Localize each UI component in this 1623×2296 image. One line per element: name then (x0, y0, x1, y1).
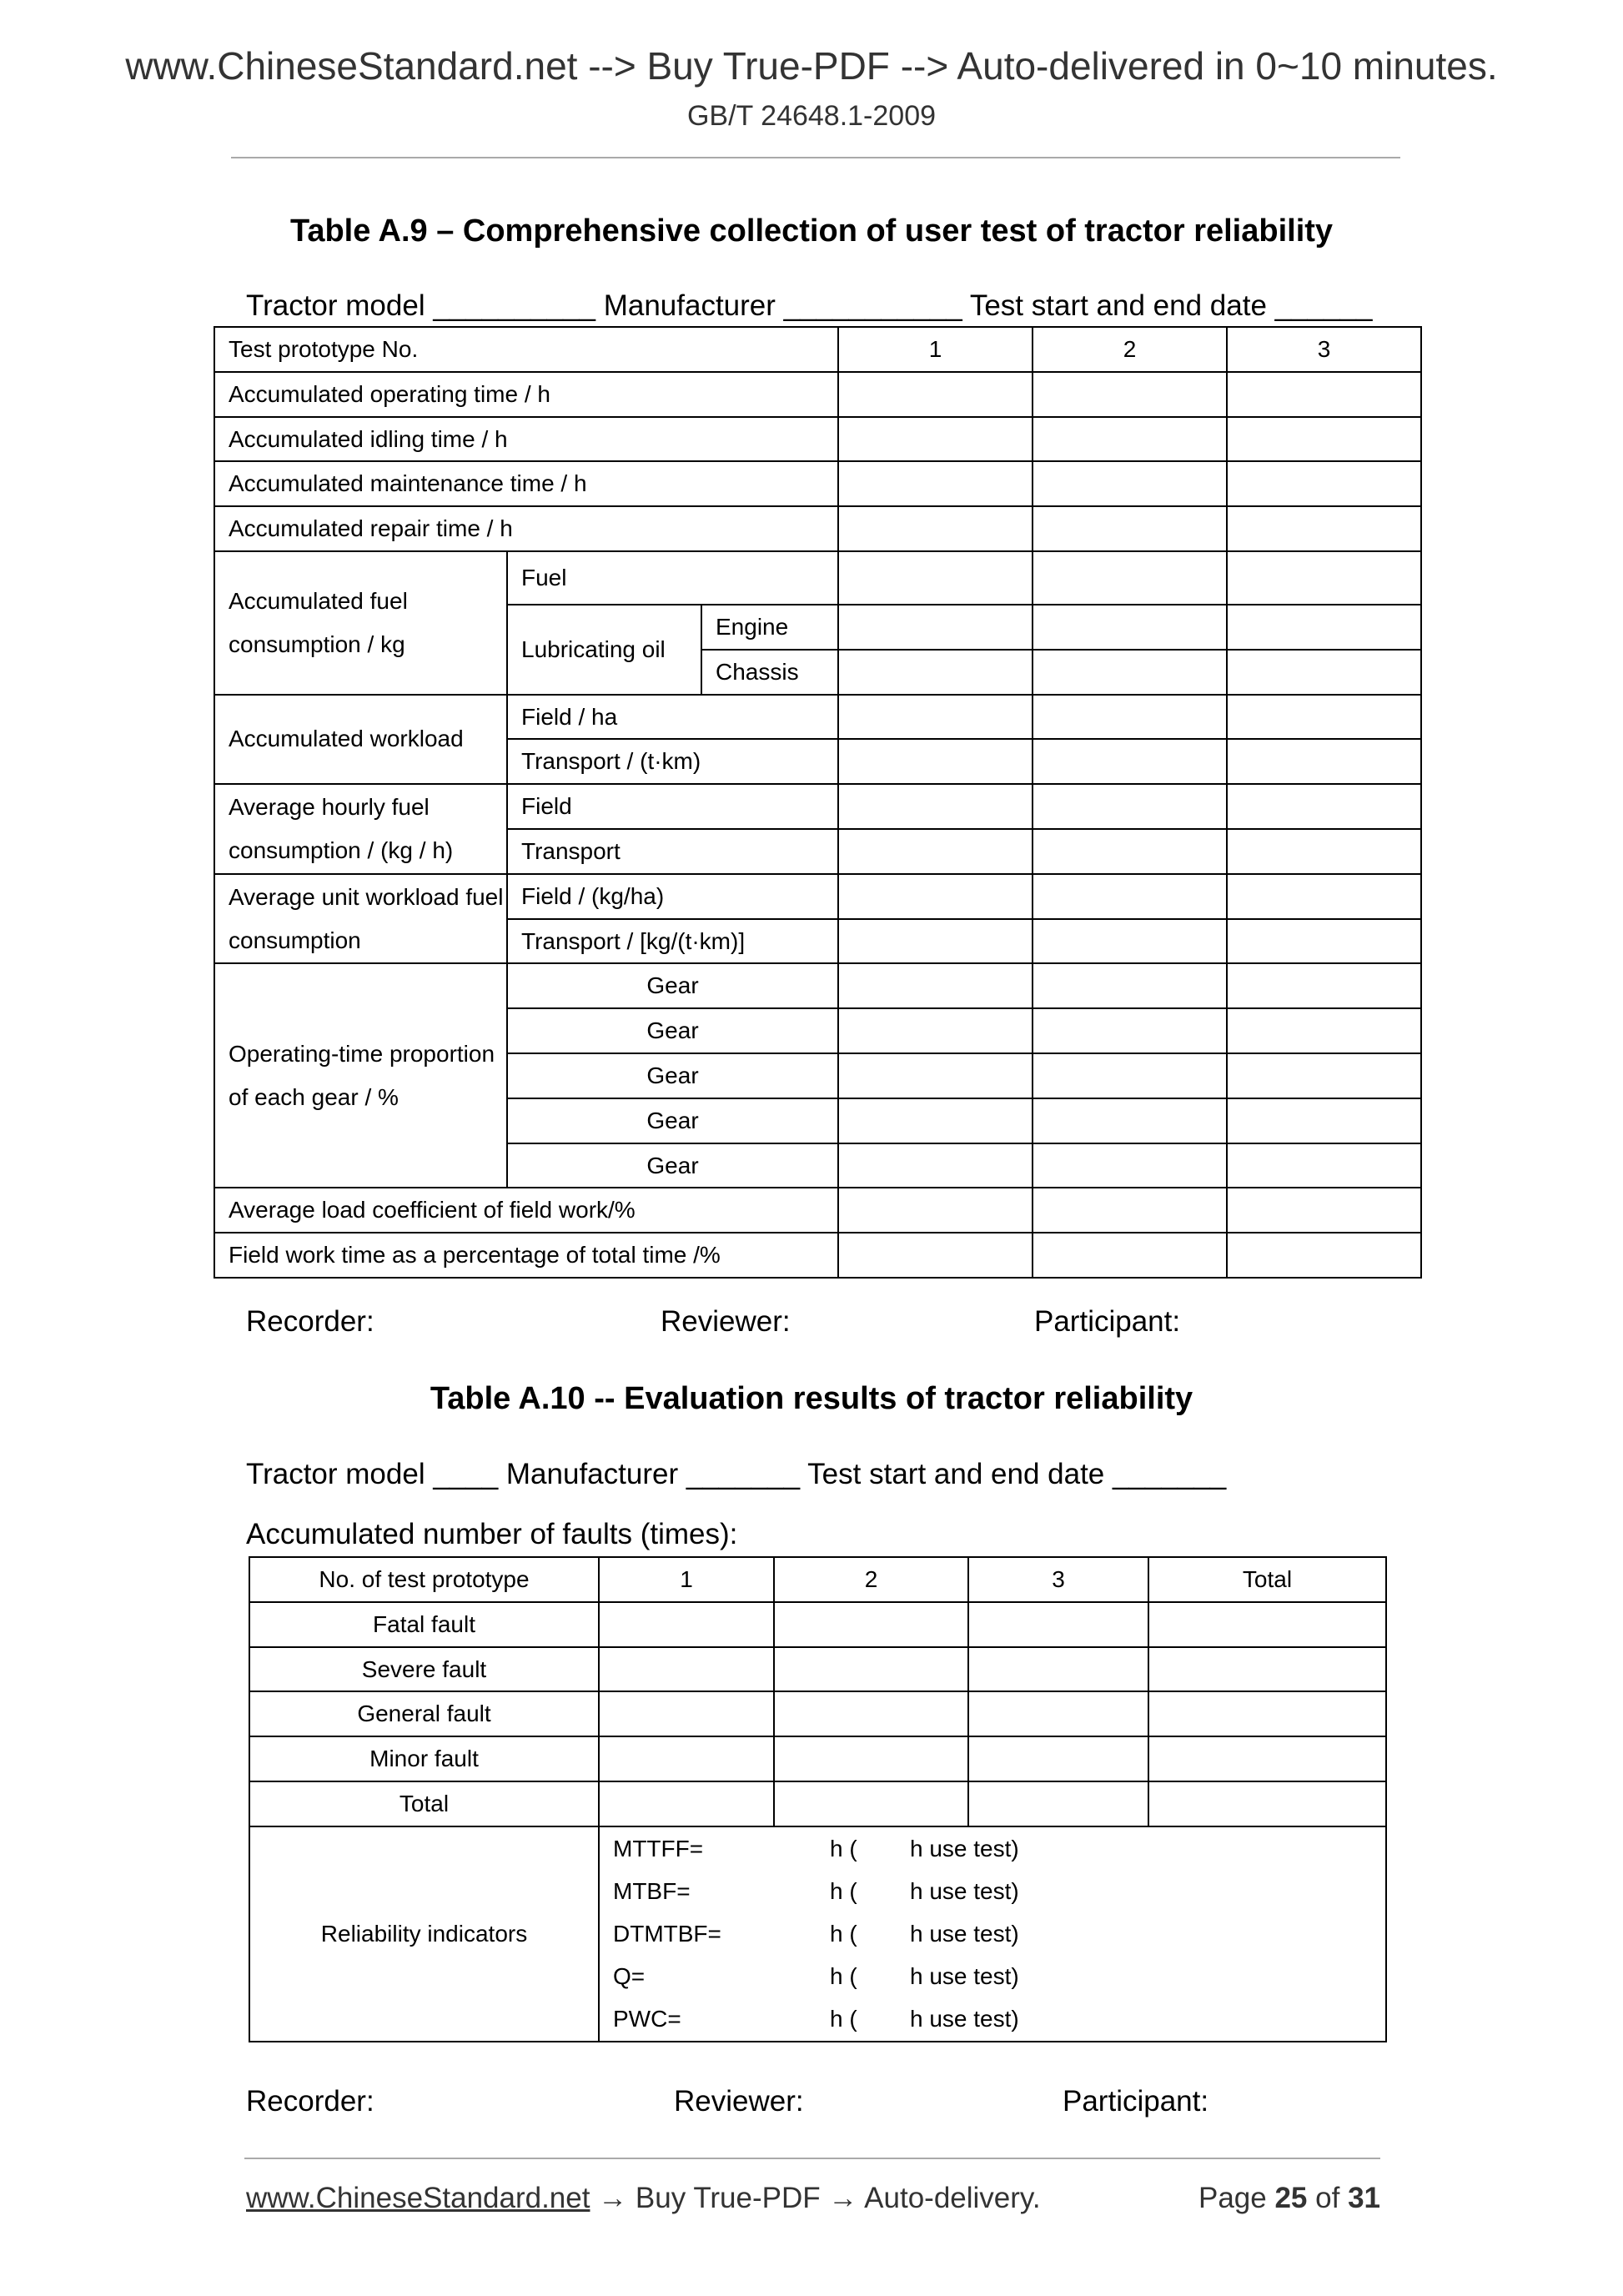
value-cell[interactable] (1033, 551, 1227, 605)
value-cell[interactable] (774, 1781, 968, 1826)
indicator-key: Q= (613, 1963, 646, 1990)
header-divider (231, 157, 1400, 158)
value-cell[interactable] (1033, 1008, 1227, 1053)
table-row (214, 327, 1421, 372)
table-row (214, 1233, 1421, 1278)
table-row (214, 506, 1421, 551)
value-cell[interactable] (1148, 1736, 1386, 1781)
value-cell[interactable] (1033, 1188, 1227, 1233)
indicator-row (613, 1870, 1385, 1912)
reliability-indicators (599, 1826, 1386, 2042)
table-row (249, 1826, 1386, 2042)
value-cell[interactable] (1227, 551, 1421, 605)
value-cell[interactable] (1033, 1053, 1227, 1098)
gear-label: Gear (507, 1143, 838, 1188)
value-cell[interactable] (1033, 1143, 1227, 1188)
recorder-label: Recorder: (246, 1305, 374, 1338)
value-cell[interactable] (838, 695, 1033, 740)
indicator-unit: h ( (830, 1836, 857, 1862)
col-header: No. of test prototype (249, 1557, 599, 1602)
value-cell[interactable] (1227, 417, 1421, 462)
value-cell[interactable] (1227, 695, 1421, 740)
gear-label: Gear (507, 1098, 838, 1143)
footer-text: → Buy True-PDF → Auto-delivery. (590, 2182, 1041, 2214)
participant-label: Participant: (1063, 2085, 1209, 2118)
table-row (249, 1602, 1386, 1647)
table-row (214, 417, 1421, 462)
value-cell[interactable] (599, 1691, 774, 1736)
value-cell[interactable] (1033, 1233, 1227, 1278)
value-cell[interactable] (774, 1736, 968, 1781)
page-word: Page (1198, 2182, 1267, 2214)
value-cell[interactable] (1227, 1098, 1421, 1143)
row-label: Field / ha (507, 695, 838, 740)
col-header: 3 (1227, 327, 1421, 372)
row-label: Field (507, 784, 838, 829)
value-cell[interactable] (1148, 1691, 1386, 1736)
table-row (249, 1647, 1386, 1692)
row-label: Chassis (701, 650, 838, 695)
gear-label: Gear (507, 1053, 838, 1098)
table-row (214, 874, 1421, 919)
col-header: 1 (599, 1557, 774, 1602)
value-cell[interactable] (1033, 739, 1227, 784)
value-cell[interactable] (838, 506, 1033, 551)
header-label: Test prototype No. (214, 327, 838, 372)
value-cell[interactable] (968, 1691, 1148, 1736)
table-row (214, 695, 1421, 740)
footer-divider (244, 2158, 1380, 2159)
value-cell[interactable] (1033, 695, 1227, 740)
value-cell[interactable] (838, 417, 1033, 462)
value-cell[interactable] (1033, 784, 1227, 829)
value-cell[interactable] (1227, 829, 1421, 874)
row-label: Transport / (t·km) (507, 739, 838, 784)
reliability-label: Reliability indicators (249, 1826, 599, 2042)
table-row (214, 963, 1421, 1008)
table-row (249, 1691, 1386, 1736)
indicator-unit: h ( (830, 1963, 857, 1990)
footer-link[interactable]: www.ChineseStandard.net (246, 2182, 590, 2214)
value-cell[interactable] (838, 1188, 1033, 1233)
value-cell[interactable] (1148, 1602, 1386, 1647)
indicator-row (613, 1912, 1385, 1955)
value-cell[interactable] (1033, 1098, 1227, 1143)
indicator-key: PWC= (613, 2006, 681, 2032)
row-label: Accumulated maintenance time / h (214, 461, 838, 506)
value-cell[interactable] (838, 605, 1033, 650)
value-cell[interactable] (1227, 1188, 1421, 1233)
table-a9-info-line: Tractor model __________ Manufacturer ___________ Test start and end date ______ (246, 289, 1373, 322)
page-total: 31 (1348, 2182, 1380, 2214)
table-row (249, 1781, 1386, 1826)
value-cell[interactable] (1033, 417, 1227, 462)
value-cell[interactable] (838, 1053, 1033, 1098)
page-indicator (1198, 2182, 1380, 2215)
value-cell[interactable] (599, 1736, 774, 1781)
row-label: Fatal fault (249, 1602, 599, 1647)
row-label: Severe fault (249, 1647, 599, 1692)
value-cell[interactable] (838, 1008, 1033, 1053)
table-row (214, 461, 1421, 506)
value-cell[interactable] (599, 1602, 774, 1647)
value-cell[interactable] (1033, 829, 1227, 874)
value-cell[interactable] (838, 551, 1033, 605)
value-cell[interactable] (838, 1143, 1033, 1188)
value-cell[interactable] (1227, 739, 1421, 784)
reviewer-label: Reviewer: (661, 1305, 791, 1338)
row-label: Field / (kg/ha) (507, 874, 838, 919)
group-label: Accumulated workload (214, 695, 507, 785)
table-row (249, 1736, 1386, 1781)
row-label: Lubricating oil (507, 605, 701, 695)
value-cell[interactable] (599, 1781, 774, 1826)
value-cell[interactable] (1227, 919, 1421, 964)
table-a9-title: Table A.9 – Comprehensive collection of user test of tractor reliability (289, 214, 1334, 249)
value-cell[interactable] (1033, 650, 1227, 695)
value-cell[interactable] (838, 919, 1033, 964)
col-header: 2 (774, 1557, 968, 1602)
value-cell[interactable] (1227, 1233, 1421, 1278)
value-cell[interactable] (1033, 506, 1227, 551)
col-header: 1 (838, 327, 1033, 372)
group-label: Average hourly fuel consumption / (kg / h) (214, 784, 507, 874)
row-label: Accumulated operating time / h (214, 372, 838, 417)
value-cell[interactable] (1227, 506, 1421, 551)
row-label: Minor fault (249, 1736, 599, 1781)
group-label: Average unit workload fuel consumption (214, 874, 507, 964)
value-cell[interactable] (838, 829, 1033, 874)
value-cell[interactable] (838, 372, 1033, 417)
gear-label: Gear (507, 1008, 838, 1053)
row-label: Accumulated repair time / h (214, 506, 838, 551)
indicator-row (613, 1997, 1385, 2040)
value-cell[interactable] (838, 874, 1033, 919)
value-cell[interactable] (838, 1098, 1033, 1143)
col-header: 3 (968, 1557, 1148, 1602)
table-row (249, 1557, 1386, 1602)
reviewer-label: Reviewer: (674, 2085, 804, 2118)
table-a9 (214, 326, 1422, 1279)
value-cell[interactable] (1033, 874, 1227, 919)
row-label: Accumulated idling time / h (214, 417, 838, 462)
indicator-key: DTMTBF= (613, 1921, 721, 1947)
row-label: Engine (701, 605, 838, 650)
recorder-label: Recorder: (246, 2085, 374, 2118)
value-cell[interactable] (1227, 605, 1421, 650)
value-cell[interactable] (774, 1691, 968, 1736)
row-label: General fault (249, 1691, 599, 1736)
indicator-row (613, 1827, 1385, 1870)
value-cell[interactable] (1148, 1781, 1386, 1826)
col-header: Total (1148, 1557, 1386, 1602)
standard-number: GB/T 24648.1-2009 (686, 100, 937, 132)
value-cell[interactable] (1148, 1647, 1386, 1692)
indicator-unit: h ( (830, 1878, 857, 1905)
table-a10 (249, 1556, 1387, 2042)
indicator-unit: h ( (830, 1921, 857, 1947)
gear-label: Gear (507, 963, 838, 1008)
of-word: of (1315, 2182, 1340, 2214)
value-cell[interactable] (838, 650, 1033, 695)
value-cell[interactable] (599, 1647, 774, 1692)
indicator-unit: h ( (830, 2006, 857, 2032)
indicator-tail: h use test) (910, 2006, 1019, 2032)
value-cell[interactable] (838, 963, 1033, 1008)
row-label: Total (249, 1781, 599, 1826)
value-cell[interactable] (968, 1736, 1148, 1781)
value-cell[interactable] (838, 739, 1033, 784)
table-row (214, 784, 1421, 829)
value-cell[interactable] (1227, 874, 1421, 919)
value-cell[interactable] (774, 1602, 968, 1647)
indicator-tail: h use test) (910, 1921, 1019, 1947)
indicator-tail: h use test) (910, 1963, 1019, 1990)
table-row (214, 551, 1421, 605)
table-a10-info-line: Tractor model ____ Manufacturer _______ Test start and end date _______ (246, 1458, 1227, 1490)
group-label: Operating-time proportion of each gear / % (214, 963, 507, 1188)
footer (246, 2182, 1380, 2215)
value-cell[interactable] (1227, 461, 1421, 506)
value-cell[interactable] (1227, 372, 1421, 417)
value-cell[interactable] (1227, 963, 1421, 1008)
header-banner: www.ChineseStandard.net --> Buy True-PDF --> Auto-delivered in 0~10 minutes. (125, 44, 1498, 88)
value-cell[interactable] (1033, 605, 1227, 650)
value-cell[interactable] (838, 784, 1033, 829)
row-label: Average load coefficient of field work/% (214, 1188, 838, 1233)
indicator-tail: h use test) (910, 1836, 1019, 1862)
indicator-row (613, 1955, 1385, 1997)
table-a10-title: Table A.10 -- Evaluation results of tractor reliability (430, 1381, 1193, 1416)
indicator-tail: h use test) (910, 1878, 1019, 1905)
page-number: 25 (1274, 2182, 1308, 2214)
value-cell[interactable] (1227, 1053, 1421, 1098)
col-header: 2 (1033, 327, 1227, 372)
value-cell[interactable] (838, 1233, 1033, 1278)
indicator-key: MTTFF= (613, 1836, 704, 1862)
value-cell[interactable] (968, 1781, 1148, 1826)
row-label: Field work time as a percentage of total time /% (214, 1233, 838, 1278)
value-cell[interactable] (838, 461, 1033, 506)
table-row (214, 372, 1421, 417)
value-cell[interactable] (1227, 650, 1421, 695)
faults-count-label: Accumulated number of faults (times): (246, 1518, 738, 1550)
value-cell[interactable] (1227, 784, 1421, 829)
value-cell[interactable] (1227, 1008, 1421, 1053)
value-cell[interactable] (774, 1647, 968, 1692)
value-cell[interactable] (968, 1602, 1148, 1647)
row-label: Transport / [kg/(t·km)] (507, 919, 838, 964)
value-cell[interactable] (968, 1647, 1148, 1692)
value-cell[interactable] (1227, 1143, 1421, 1188)
value-cell[interactable] (1033, 919, 1227, 964)
row-label: Fuel (507, 551, 838, 605)
value-cell[interactable] (1033, 372, 1227, 417)
indicator-key: MTBF= (613, 1878, 691, 1905)
value-cell[interactable] (1033, 461, 1227, 506)
participant-label: Participant: (1034, 1305, 1181, 1338)
group-label: Accumulated fuel consumption / kg (214, 551, 507, 695)
row-label: Transport (507, 829, 838, 874)
value-cell[interactable] (1033, 963, 1227, 1008)
table-row (214, 1188, 1421, 1233)
